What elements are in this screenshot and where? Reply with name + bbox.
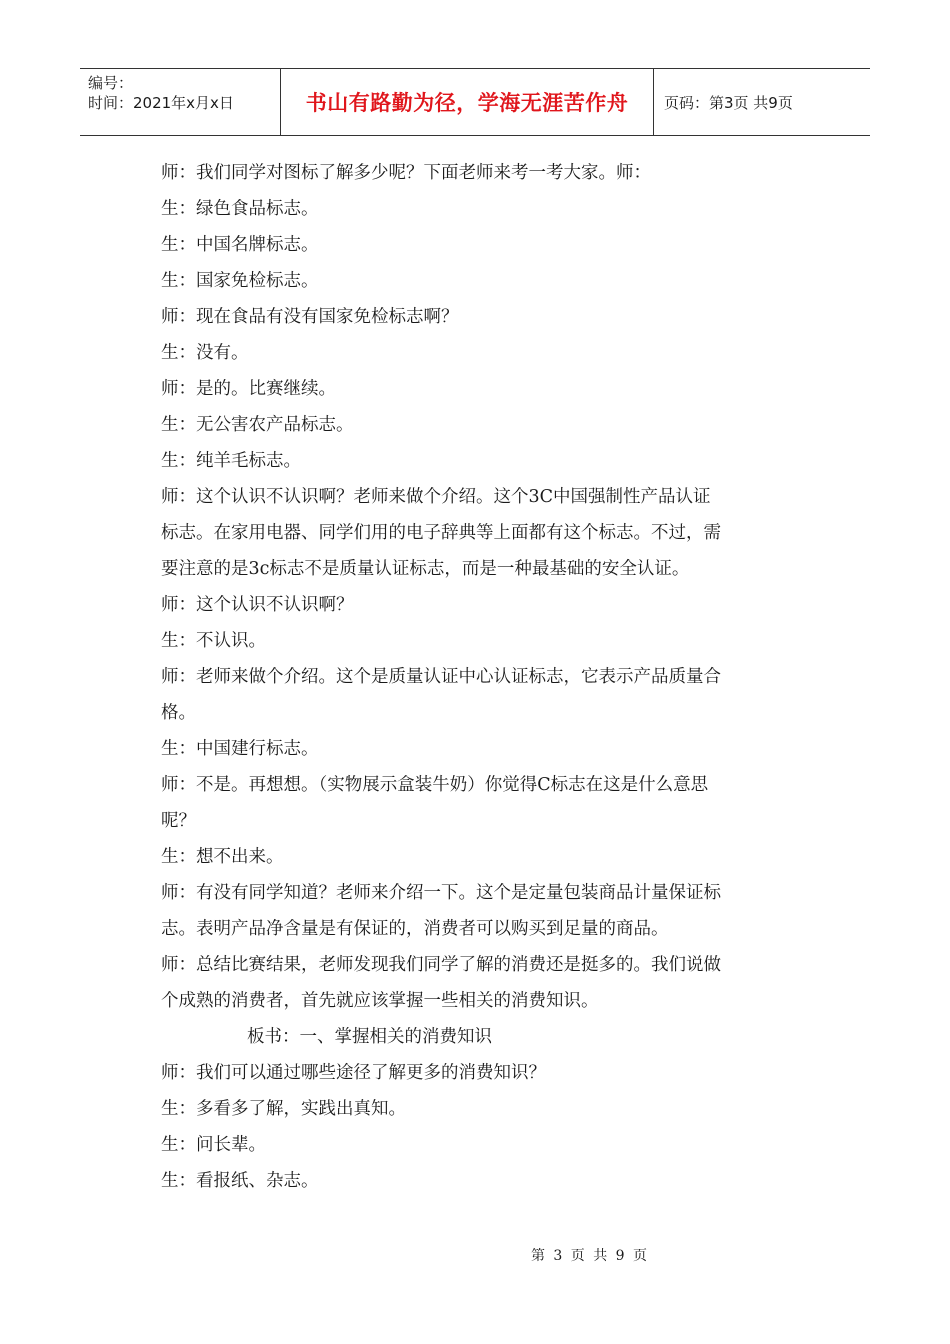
- text-line: 生：没有。: [161, 343, 249, 363]
- text-line: 生：纯羊毛标志。: [161, 451, 301, 471]
- text-line: 志。表明产品净含量是有保证的，消费者可以购买到足量的商品。: [161, 919, 669, 939]
- text-line: 生：问长辈。: [161, 1135, 266, 1155]
- document-body: [161, 155, 781, 1199]
- text-line: 生：想不出来。: [161, 847, 284, 867]
- text-line: 生：不认识。: [161, 631, 266, 651]
- text-line: 格。: [161, 703, 196, 723]
- blackboard-heading: 板书：一、掌握相关的消费知识: [247, 1027, 492, 1047]
- text-line: 师：我们同学对图标了解多少呢？下面老师来考一考大家。师：: [161, 163, 651, 183]
- text-line: 呢？: [161, 811, 196, 831]
- text-line: 生：中国名牌标志。: [161, 235, 319, 255]
- document-date: 时间：2021年x月x日: [88, 94, 234, 112]
- text-line: 师：老师来做个介绍。这个是质量认证中心认证标志，它表示产品质量合: [161, 667, 721, 687]
- text-line: 师：现在食品有没有国家免检标志啊？: [161, 307, 459, 327]
- text-line: 生：国家免检标志。: [161, 271, 319, 291]
- text-line: 生：绿色食品标志。: [161, 199, 319, 219]
- header-meta: [80, 69, 281, 135]
- text-line: 个成熟的消费者，首先就应该掌握一些相关的消费知识。: [161, 991, 599, 1011]
- page-header: [80, 68, 870, 136]
- document-number: 编号：: [88, 74, 134, 92]
- text-line: 生：无公害农产品标志。: [161, 415, 354, 435]
- text-line: 生：看报纸、杂志。: [161, 1171, 319, 1191]
- text-line: 师：这个认识不认识啊？: [161, 595, 354, 615]
- text-line: 师：是的。比赛继续。: [161, 379, 336, 399]
- text-line: 生：多看多了解，实践出真知。: [161, 1099, 406, 1119]
- text-line: 标志。在家用电器、同学们用的电子辞典等上面都有这个标志。不过，需: [161, 523, 721, 543]
- text-line: 生：中国建行标志。: [161, 739, 319, 759]
- text-line: 师：不是。再想想。（实物展示盒装牛奶）你觉得C标志在这是什么意思: [161, 775, 709, 795]
- page-footer: 第 3 页 共 9 页: [530, 1248, 648, 1264]
- header-page-number: 页码：第3页 共9页: [664, 93, 793, 112]
- text-line: 师：我们可以通过哪些途径了解更多的消费知识？: [161, 1063, 546, 1083]
- text-line: 师：有没有同学知道？老师来介绍一下。这个是定量包装商品计量保证标: [161, 883, 721, 903]
- text-line: 要注意的是3c标志不是质量认证标志，而是一种最基础的安全认证。: [161, 559, 690, 579]
- header-motto: 书山有路勤为径，学海无涯苦作舟: [281, 69, 654, 135]
- text-line: 师：这个认识不认识啊？老师来做个介绍。这个3C中国强制性产品认证: [161, 487, 711, 507]
- text-line: 师：总结比赛结果，老师发现我们同学了解的消费还是挺多的。我们说做: [161, 955, 721, 975]
